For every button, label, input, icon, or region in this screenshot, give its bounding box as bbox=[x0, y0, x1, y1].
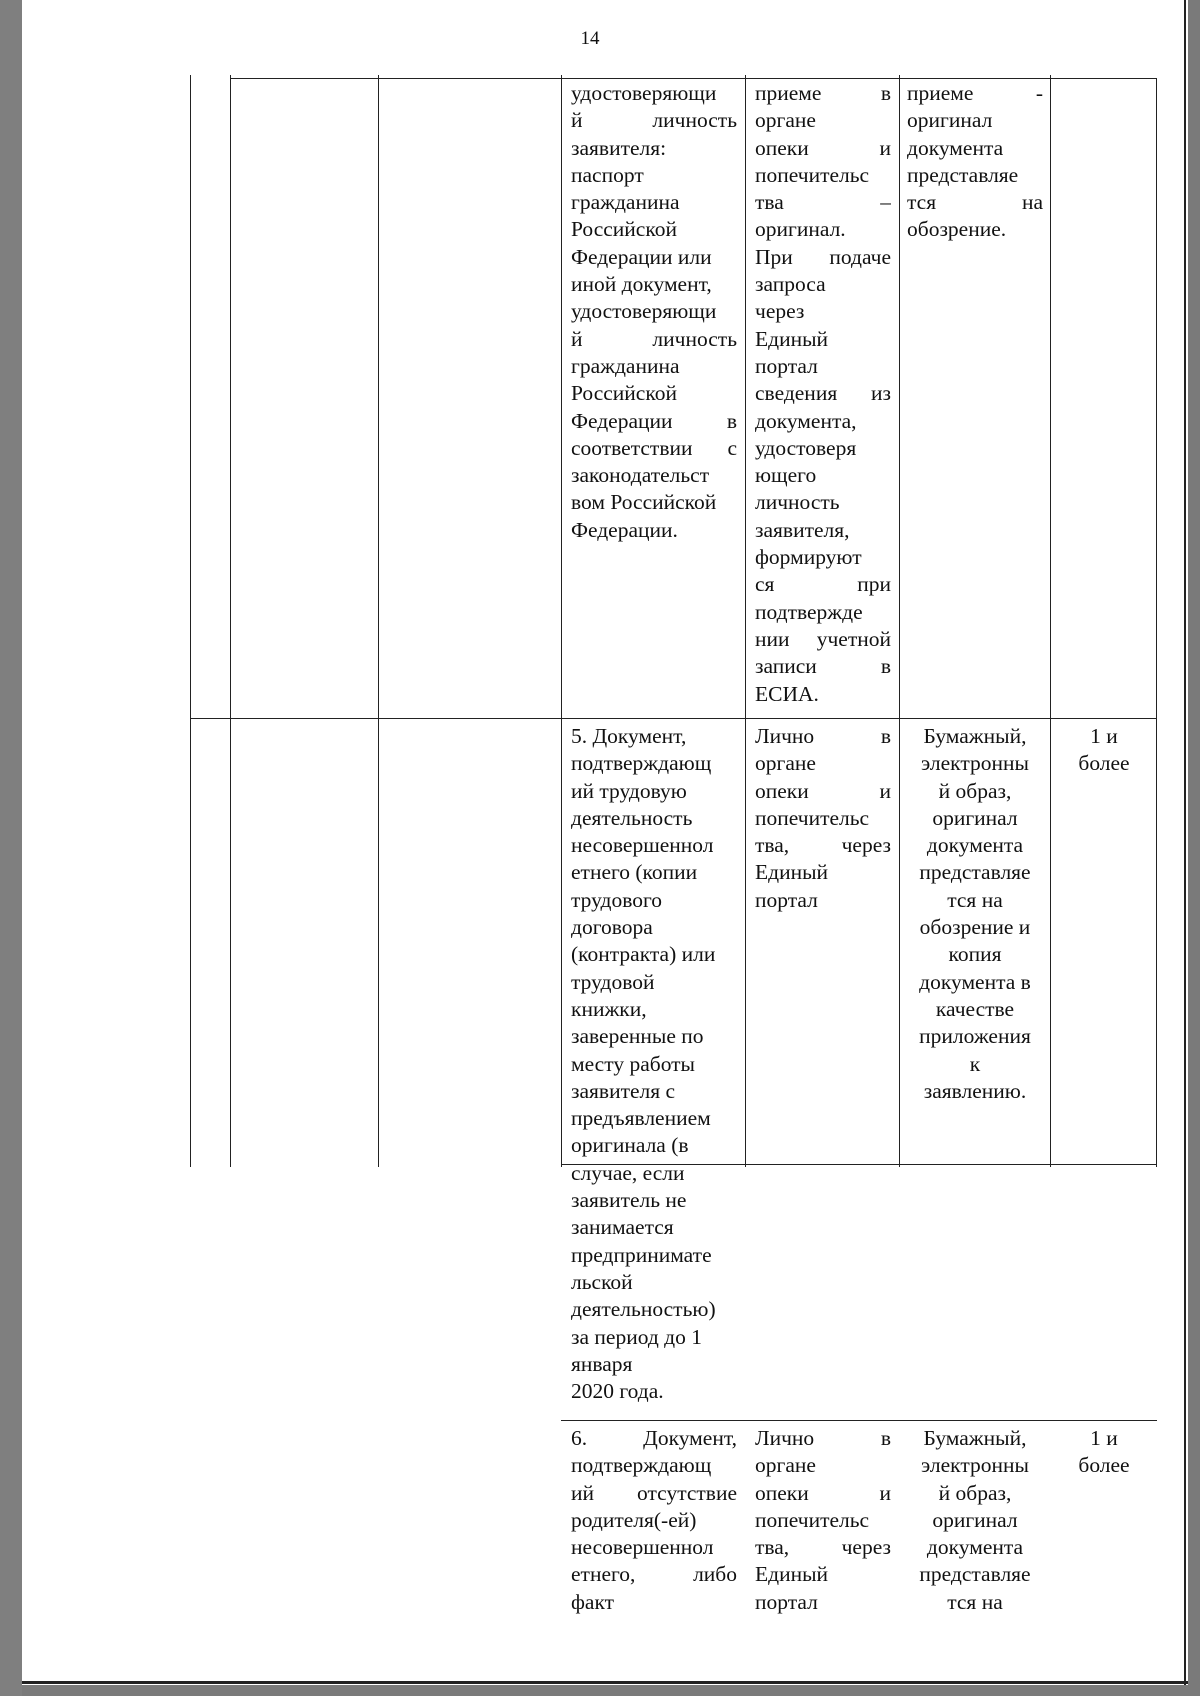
cell-text-line: органе bbox=[755, 751, 816, 776]
cell-text-line: попечительс bbox=[755, 805, 870, 830]
cell-text-line: заявителя: bbox=[571, 135, 667, 160]
cell-text-line: родителя(-ей) bbox=[571, 1507, 697, 1532]
cell-text-line: й личность bbox=[571, 326, 737, 351]
cell-text-line: портал bbox=[755, 353, 818, 378]
cell-text-line: Федерации в bbox=[571, 408, 737, 433]
cell-text-line: личность bbox=[755, 490, 840, 515]
page-edge-right bbox=[1184, 0, 1186, 1690]
table-cell-form bbox=[907, 80, 1043, 244]
cell-text-line: ий трудовую bbox=[571, 778, 687, 803]
cell-text-line: портал bbox=[755, 887, 818, 912]
cell-text-line: вом Российской bbox=[571, 490, 717, 515]
cell-text-line: запроса bbox=[755, 272, 826, 297]
cell-text-line: иной документ, bbox=[571, 272, 712, 297]
cell-text-line: представляе bbox=[919, 1562, 1031, 1587]
cell-text-line: Единый bbox=[755, 1562, 829, 1587]
table-cell-form bbox=[907, 1425, 1043, 1616]
cell-text-line: законодательст bbox=[571, 463, 710, 488]
table-cell-quantity bbox=[1056, 723, 1152, 778]
cell-text-line: факт bbox=[571, 1589, 615, 1614]
cell-text-line: за период до 1 bbox=[571, 1324, 702, 1349]
cell-text-line: трудовой bbox=[571, 969, 655, 994]
cell-text-line: ий отсутствие bbox=[571, 1480, 737, 1505]
cell-text-line: месту работы bbox=[571, 1051, 696, 1076]
cell-text-line: Бумажный, bbox=[923, 1426, 1027, 1450]
cell-text-line: паспорт bbox=[571, 162, 644, 187]
cell-text-line: Лично в bbox=[755, 1426, 891, 1450]
cell-text-line: 6. Документ, bbox=[571, 1426, 737, 1450]
cell-text-line: оригинал. bbox=[755, 217, 846, 242]
cell-text-line: заверенные по bbox=[571, 1024, 704, 1049]
table-cell-document bbox=[571, 80, 737, 544]
cell-text-line: деятельностью) bbox=[571, 1297, 716, 1322]
cell-text-line: января bbox=[571, 1351, 633, 1376]
cell-text-line: тва, через bbox=[755, 1535, 891, 1560]
cell-text-line: случае, если bbox=[571, 1160, 685, 1185]
table-column-divider bbox=[899, 75, 900, 1167]
cell-text-line: сведения из bbox=[755, 381, 891, 406]
cell-text-line: подтверждающ bbox=[571, 751, 712, 776]
cell-text-line: тва – bbox=[755, 190, 891, 215]
table-column-divider bbox=[561, 75, 562, 1167]
cell-text-line: предъявлением bbox=[571, 1106, 711, 1131]
cell-text-line: договора bbox=[571, 915, 653, 940]
cell-text-line: трудового bbox=[571, 887, 662, 912]
cell-text-line: Российской bbox=[571, 381, 677, 406]
cell-text-line: заявителя с bbox=[571, 1078, 676, 1103]
cell-text-line: оригинал bbox=[907, 108, 993, 133]
cell-text-line: оригинала (в bbox=[571, 1133, 689, 1158]
cell-text-line: опеки и bbox=[755, 135, 891, 160]
cell-text-line: й образ, bbox=[938, 1480, 1012, 1505]
cell-text-line: тся на bbox=[947, 1589, 1003, 1614]
cell-text-line: книжки, bbox=[571, 996, 647, 1021]
cell-text-line: 5. Документ, bbox=[571, 724, 687, 748]
cell-text-line: удостоверяющи bbox=[571, 299, 717, 324]
cell-text-line: заявлению. bbox=[923, 1078, 1027, 1103]
table-border-top bbox=[230, 78, 1157, 79]
cell-text-line: ся при bbox=[755, 572, 891, 597]
cell-text-line: й личность bbox=[571, 108, 737, 133]
page-edge-bottom bbox=[22, 1681, 1188, 1684]
cell-text-line: занимается bbox=[571, 1215, 674, 1240]
page-number: 14 bbox=[580, 28, 600, 49]
cell-text-line: оригинал bbox=[932, 1507, 1018, 1532]
table-row-divider bbox=[190, 718, 1157, 719]
cell-text-line: деятельность bbox=[571, 805, 693, 830]
cell-text-line: документа bbox=[926, 1535, 1024, 1560]
cell-text-line: етнего (копии bbox=[571, 860, 698, 885]
cell-text-line: тся на bbox=[947, 887, 1003, 912]
scan-bottom-shadow bbox=[22, 1685, 1200, 1696]
table-column-divider bbox=[230, 75, 231, 1167]
cell-text-line: качестве bbox=[935, 996, 1015, 1021]
cell-text-line: Бумажный, bbox=[923, 724, 1027, 748]
cell-text-line: удостоверяющи bbox=[571, 81, 717, 105]
cell-text-line: документа bbox=[907, 135, 1004, 160]
cell-text-line: Российской bbox=[571, 217, 677, 242]
table-cell-form bbox=[907, 723, 1043, 1105]
table-cell-quantity bbox=[1056, 1425, 1152, 1480]
cell-text-line: обозрение. bbox=[907, 217, 1007, 242]
cell-text-line: электронны bbox=[921, 751, 1029, 776]
table-cell-method bbox=[755, 723, 891, 914]
table-cell-document bbox=[571, 1425, 737, 1616]
cell-text-line: документа bbox=[926, 833, 1024, 858]
cell-text-line: тся на bbox=[907, 190, 1043, 215]
cell-text-line: етнего, либо bbox=[571, 1562, 737, 1587]
scan-right-shadow bbox=[1188, 0, 1200, 1696]
table-cell-document bbox=[571, 723, 737, 1405]
cell-text-line: подтверждающ bbox=[571, 1453, 712, 1478]
cell-text-line: Единый bbox=[755, 860, 829, 885]
cell-text-line: 2020 года. bbox=[571, 1379, 664, 1404]
cell-text-line: попечительс bbox=[755, 162, 870, 187]
cell-text-line: ЕСИА. bbox=[755, 681, 819, 706]
cell-text-line: Единый bbox=[755, 326, 829, 351]
cell-text-line: приеме - bbox=[907, 81, 1043, 105]
table-column-divider bbox=[745, 75, 746, 1167]
cell-text-line: гражданина bbox=[571, 353, 680, 378]
cell-text-line: Федерации. bbox=[571, 517, 678, 542]
cell-text-line: документа в bbox=[919, 969, 1031, 994]
cell-text-line: портал bbox=[755, 1589, 818, 1614]
cell-text-line: несовершеннол bbox=[571, 1535, 714, 1560]
cell-text-line: нии учетной bbox=[755, 626, 891, 651]
cell-text-line: При подаче bbox=[755, 244, 891, 269]
cell-text-line: предпринимате bbox=[571, 1242, 712, 1267]
cell-text-line: электронны bbox=[921, 1453, 1029, 1478]
table-border-outer-left bbox=[190, 75, 191, 1167]
cell-text-line: через bbox=[755, 299, 805, 324]
cell-text-line: соответствии с bbox=[571, 435, 737, 460]
table-cell-method bbox=[755, 80, 891, 708]
cell-text-line: приеме в bbox=[755, 81, 891, 105]
cell-text-line: заявитель не bbox=[571, 1188, 687, 1213]
cell-text-line: 1 и bbox=[1090, 1426, 1118, 1450]
cell-text-line: более bbox=[1078, 751, 1130, 776]
cell-text-line: опеки и bbox=[755, 778, 891, 803]
cell-text-line: записи в bbox=[755, 654, 891, 679]
cell-text-line: (контракта) или bbox=[571, 942, 716, 967]
cell-text-line: несовершеннол bbox=[571, 833, 714, 858]
cell-text-line: гражданина bbox=[571, 190, 680, 215]
cell-text-line: к bbox=[969, 1051, 981, 1076]
cell-text-line: удостоверя bbox=[755, 435, 857, 460]
cell-text-line: документа, bbox=[755, 408, 857, 433]
scan-left-margin bbox=[0, 0, 22, 1696]
cell-text-line: органе bbox=[755, 1453, 816, 1478]
table-border-right bbox=[1156, 78, 1157, 1167]
cell-text-line: приложения bbox=[919, 1024, 1031, 1049]
cell-text-line: представляе bbox=[907, 162, 1019, 187]
cell-text-line: Лично в bbox=[755, 724, 891, 748]
table-row-divider bbox=[561, 1420, 1157, 1421]
cell-text-line: попечительс bbox=[755, 1507, 870, 1532]
cell-text-line: обозрение и bbox=[919, 915, 1031, 940]
table-cell-method bbox=[755, 1425, 891, 1616]
cell-text-line: представляе bbox=[919, 860, 1031, 885]
cell-text-line: органе bbox=[755, 108, 816, 133]
cell-text-line: й образ, bbox=[938, 778, 1012, 803]
cell-text-line: ющего bbox=[755, 463, 817, 488]
cell-text-line: Федерации или bbox=[571, 244, 712, 269]
cell-text-line: льской bbox=[571, 1269, 633, 1294]
table-column-divider bbox=[1050, 75, 1051, 1167]
cell-text-line: тва, через bbox=[755, 833, 891, 858]
cell-text-line: более bbox=[1078, 1453, 1130, 1478]
cell-text-line: оригинал bbox=[932, 805, 1018, 830]
cell-text-line: формируют bbox=[755, 545, 862, 570]
cell-text-line: 1 и bbox=[1090, 724, 1118, 748]
table-column-divider bbox=[378, 75, 379, 1167]
cell-text-line: подтвержде bbox=[755, 599, 863, 624]
cell-text-line: опеки и bbox=[755, 1480, 891, 1505]
cell-text-line: копия bbox=[948, 942, 1002, 967]
cell-text-line: заявителя, bbox=[755, 517, 850, 542]
